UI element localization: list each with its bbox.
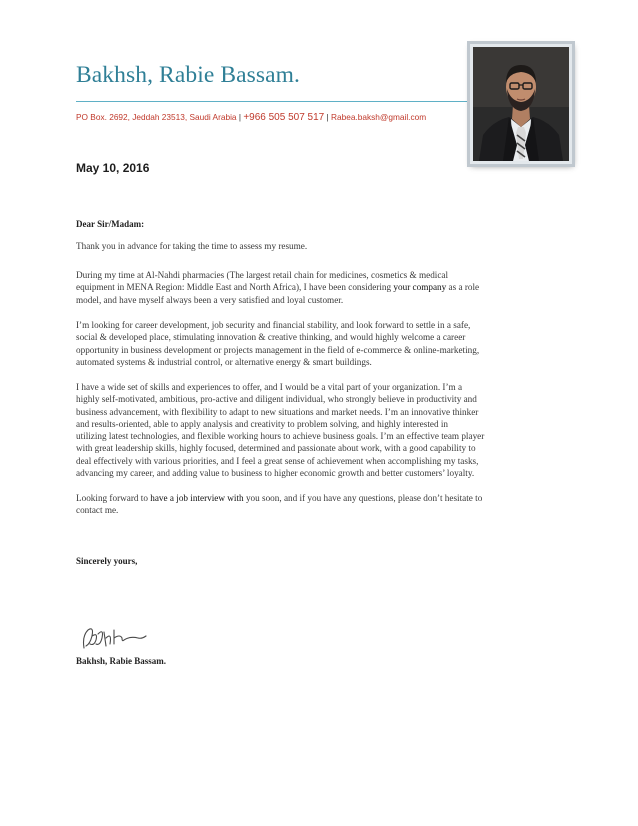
text-run: equipment in MENA Region: Middle East and North Africa), I have been considering	[76, 282, 394, 293]
portrait-photo	[470, 44, 572, 164]
paragraph-line: contact me.	[76, 505, 119, 516]
signed-name: Bakhsh, Rabie Bassam.	[76, 656, 167, 666]
email-address: Rabea.baksh@gmail.com	[331, 112, 427, 122]
paragraph-goals	[76, 319, 566, 368]
paragraph-line: business advancement, with flexibility to adapt to new situations and market needs. I’m an innovative thinker	[76, 406, 479, 417]
header-divider	[76, 101, 476, 102]
paragraph-line: Thank you in advance for taking the time to assess my resume.	[76, 241, 308, 251]
paragraph-line: and results-oriented, able to apply analysis and creativity to problem solving, and highly interested in	[76, 418, 449, 429]
paragraph-line: I have a wide set of skills and experiences to offer, and I would be a vital part of your organization. I’m a	[76, 382, 463, 392]
paragraph-line: I’m looking for career development, job security and financial stability, and look forward to settle in a safe,	[76, 320, 471, 330]
letter-date: May 10, 2016	[76, 161, 150, 175]
paragraph-line: highly self-motivated, ambitious, pro-active and diligent individual, who strongly believe in productivity and	[76, 394, 477, 405]
closing-phrase: Sincerely yours,	[76, 556, 138, 566]
paragraph-line: During my time at Al-Nahdi pharmacies (The largest retail chain for medicines, cosmetics & medical	[76, 270, 449, 280]
paragraph-line: advancing my career, and adding value to business to higher economic growth and better customers’ loyalty.	[76, 468, 475, 479]
contact-separator: |	[326, 112, 329, 122]
paragraph-intro	[76, 240, 566, 252]
paragraph-line: model, and have myself always been a very satisfied and loyal customer.	[76, 294, 344, 305]
paragraph-line: with great leadership skills, highly focused, determined and passionate about work, with a good capability to	[76, 443, 476, 454]
paragraph-line	[76, 281, 566, 293]
text-run: as a role	[446, 282, 480, 293]
text-run: you soon, and if you have any questions, please don’t hesitate to	[243, 493, 483, 503]
salutation: Dear Sir/Madam:	[76, 219, 145, 229]
contact-line	[76, 112, 426, 123]
paragraph-skills	[76, 381, 566, 479]
contact-separator: |	[238, 112, 241, 122]
handwritten-signature-icon	[80, 622, 150, 652]
applicant-name: Bakhsh, Rabie Bassam.	[76, 62, 301, 88]
paragraph-closing	[76, 492, 566, 517]
paragraph-line: opportunity in business development or projects management in the field of e-commerce & online-marketing,	[76, 344, 480, 355]
address: PO Box. 2692, Jeddah 23513, Saudi Arabia	[76, 112, 237, 122]
text-run: Looking forward to	[76, 493, 151, 503]
highlighted-text: your company	[393, 282, 447, 293]
paragraph-background	[76, 269, 566, 306]
paragraph-line: social & developed place, stimulating innovation & creative thinking, and would highly welcome a career	[76, 332, 466, 343]
paragraph-line: utilizing latest technologies, and flexible working hours to achieve business goals. I’m an effective team player	[76, 431, 485, 442]
highlighted-text: have a job interview with	[150, 493, 244, 503]
phone-number: +966 505 507 517	[243, 112, 325, 123]
paragraph-line	[76, 492, 566, 504]
paragraph-line: deal effectively with various priorities, and I feel a great sense of achievement when accomplishing my tasks,	[76, 455, 479, 466]
paragraph-line: automated systems & industrial control, or alternative energy & smart buildings.	[76, 356, 372, 367]
portrait-photo-icon	[473, 47, 569, 161]
